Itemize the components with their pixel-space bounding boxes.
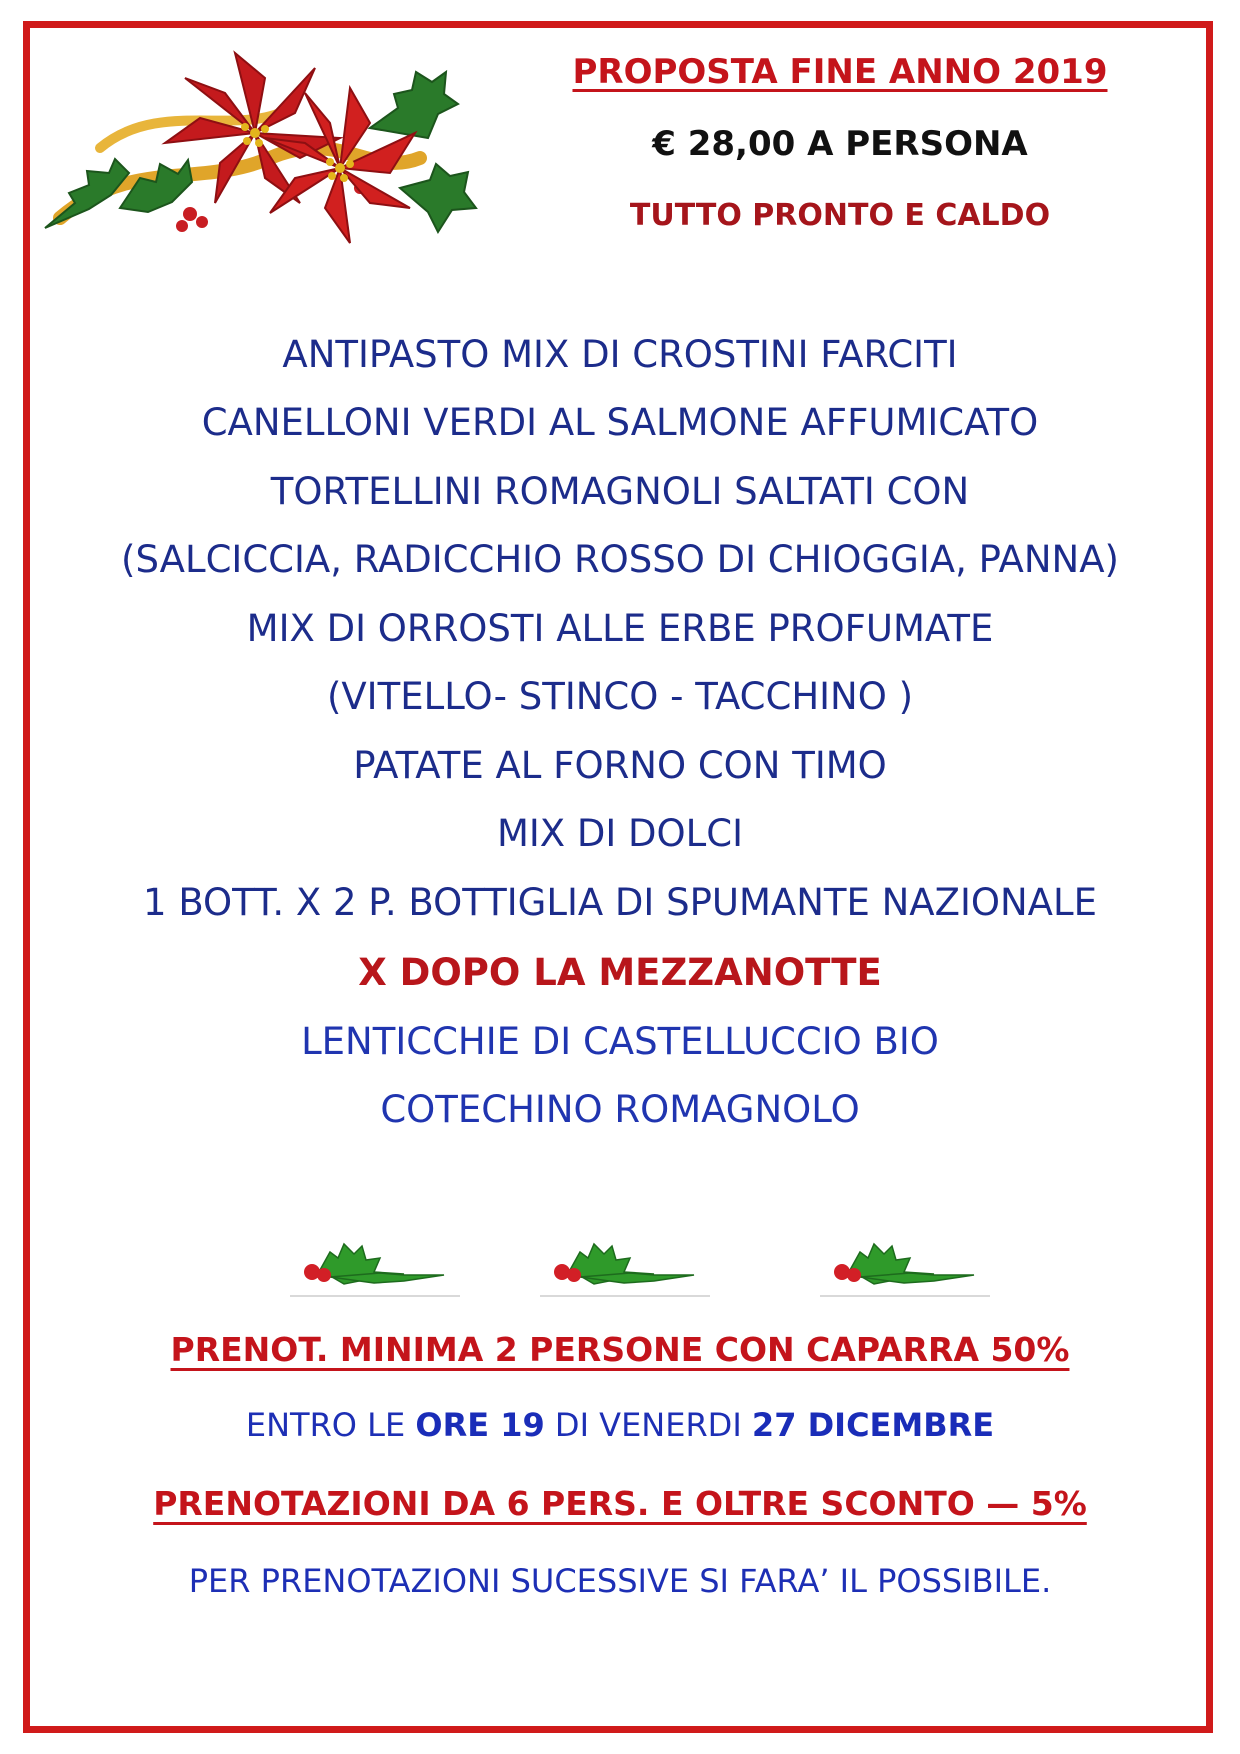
deadline-middle: DI VENERDI: [544, 1406, 752, 1444]
minimum-booking-note: PRENOT. MINIMA 2 PERSONE CON CAPARRA 50%: [170, 1330, 1070, 1369]
menu-item: LENTICCHIE DI CASTELLUCCIO BIO: [301, 1020, 939, 1063]
subtitle: TUTTO PRONTO E CALDO: [629, 198, 1051, 233]
later-bookings-note: PER PRENOTAZIONI SUCESSIVE SI FARA’ IL POSSIBILE.: [188, 1562, 1052, 1600]
poinsettia-icon: [40, 38, 480, 248]
booking-deadline: [40, 1406, 1200, 1444]
menu-item: CANELLONI VERDI AL SALMONE AFFUMICATO: [201, 401, 1039, 444]
page-border: [23, 21, 1213, 1733]
holly-icon: [540, 1225, 710, 1305]
holly-icon: [290, 1225, 460, 1305]
deadline-time: ORE 19: [415, 1406, 545, 1444]
holly-icon: [820, 1225, 990, 1305]
menu-item: COTECHINO ROMAGNOLO: [380, 1088, 860, 1131]
menu-item: (SALCICCIA, RADICCHIO ROSSO DI CHIOGGIA, PANNA): [121, 538, 1119, 581]
menu-item: PATATE AL FORNO CON TIMO: [353, 744, 887, 787]
menu-item: MIX DI DOLCI: [496, 812, 744, 855]
menu-item: TORTELLINI ROMAGNOLI SALTATI CON: [270, 470, 970, 513]
menu-item: MIX DI ORROSTI ALLE ERBE PROFUMATE: [246, 607, 994, 650]
after-midnight-heading: X DOPO LA MEZZANOTTE: [358, 951, 882, 994]
menu-item: 1 BOTT. X 2 P. BOTTIGLIA DI SPUMANTE NAZIONALE: [143, 881, 1097, 924]
menu-item: ANTIPASTO MIX DI CROSTINI FARCITI: [282, 333, 958, 376]
group-discount-note: PRENOTAZIONI DA 6 PERS. E OLTRE SCONTO — 5%: [153, 1484, 1087, 1523]
price-per-person: € 28,00 A PERSONA: [652, 124, 1028, 164]
menu-item: (VITELLO- STINCO - TACCHINO ): [326, 675, 914, 718]
deadline-prefix: ENTRO LE: [245, 1406, 416, 1444]
page-title: PROPOSTA FINE ANNO 2019: [572, 52, 1108, 92]
deadline-date: 27 DICEMBRE: [751, 1406, 995, 1444]
